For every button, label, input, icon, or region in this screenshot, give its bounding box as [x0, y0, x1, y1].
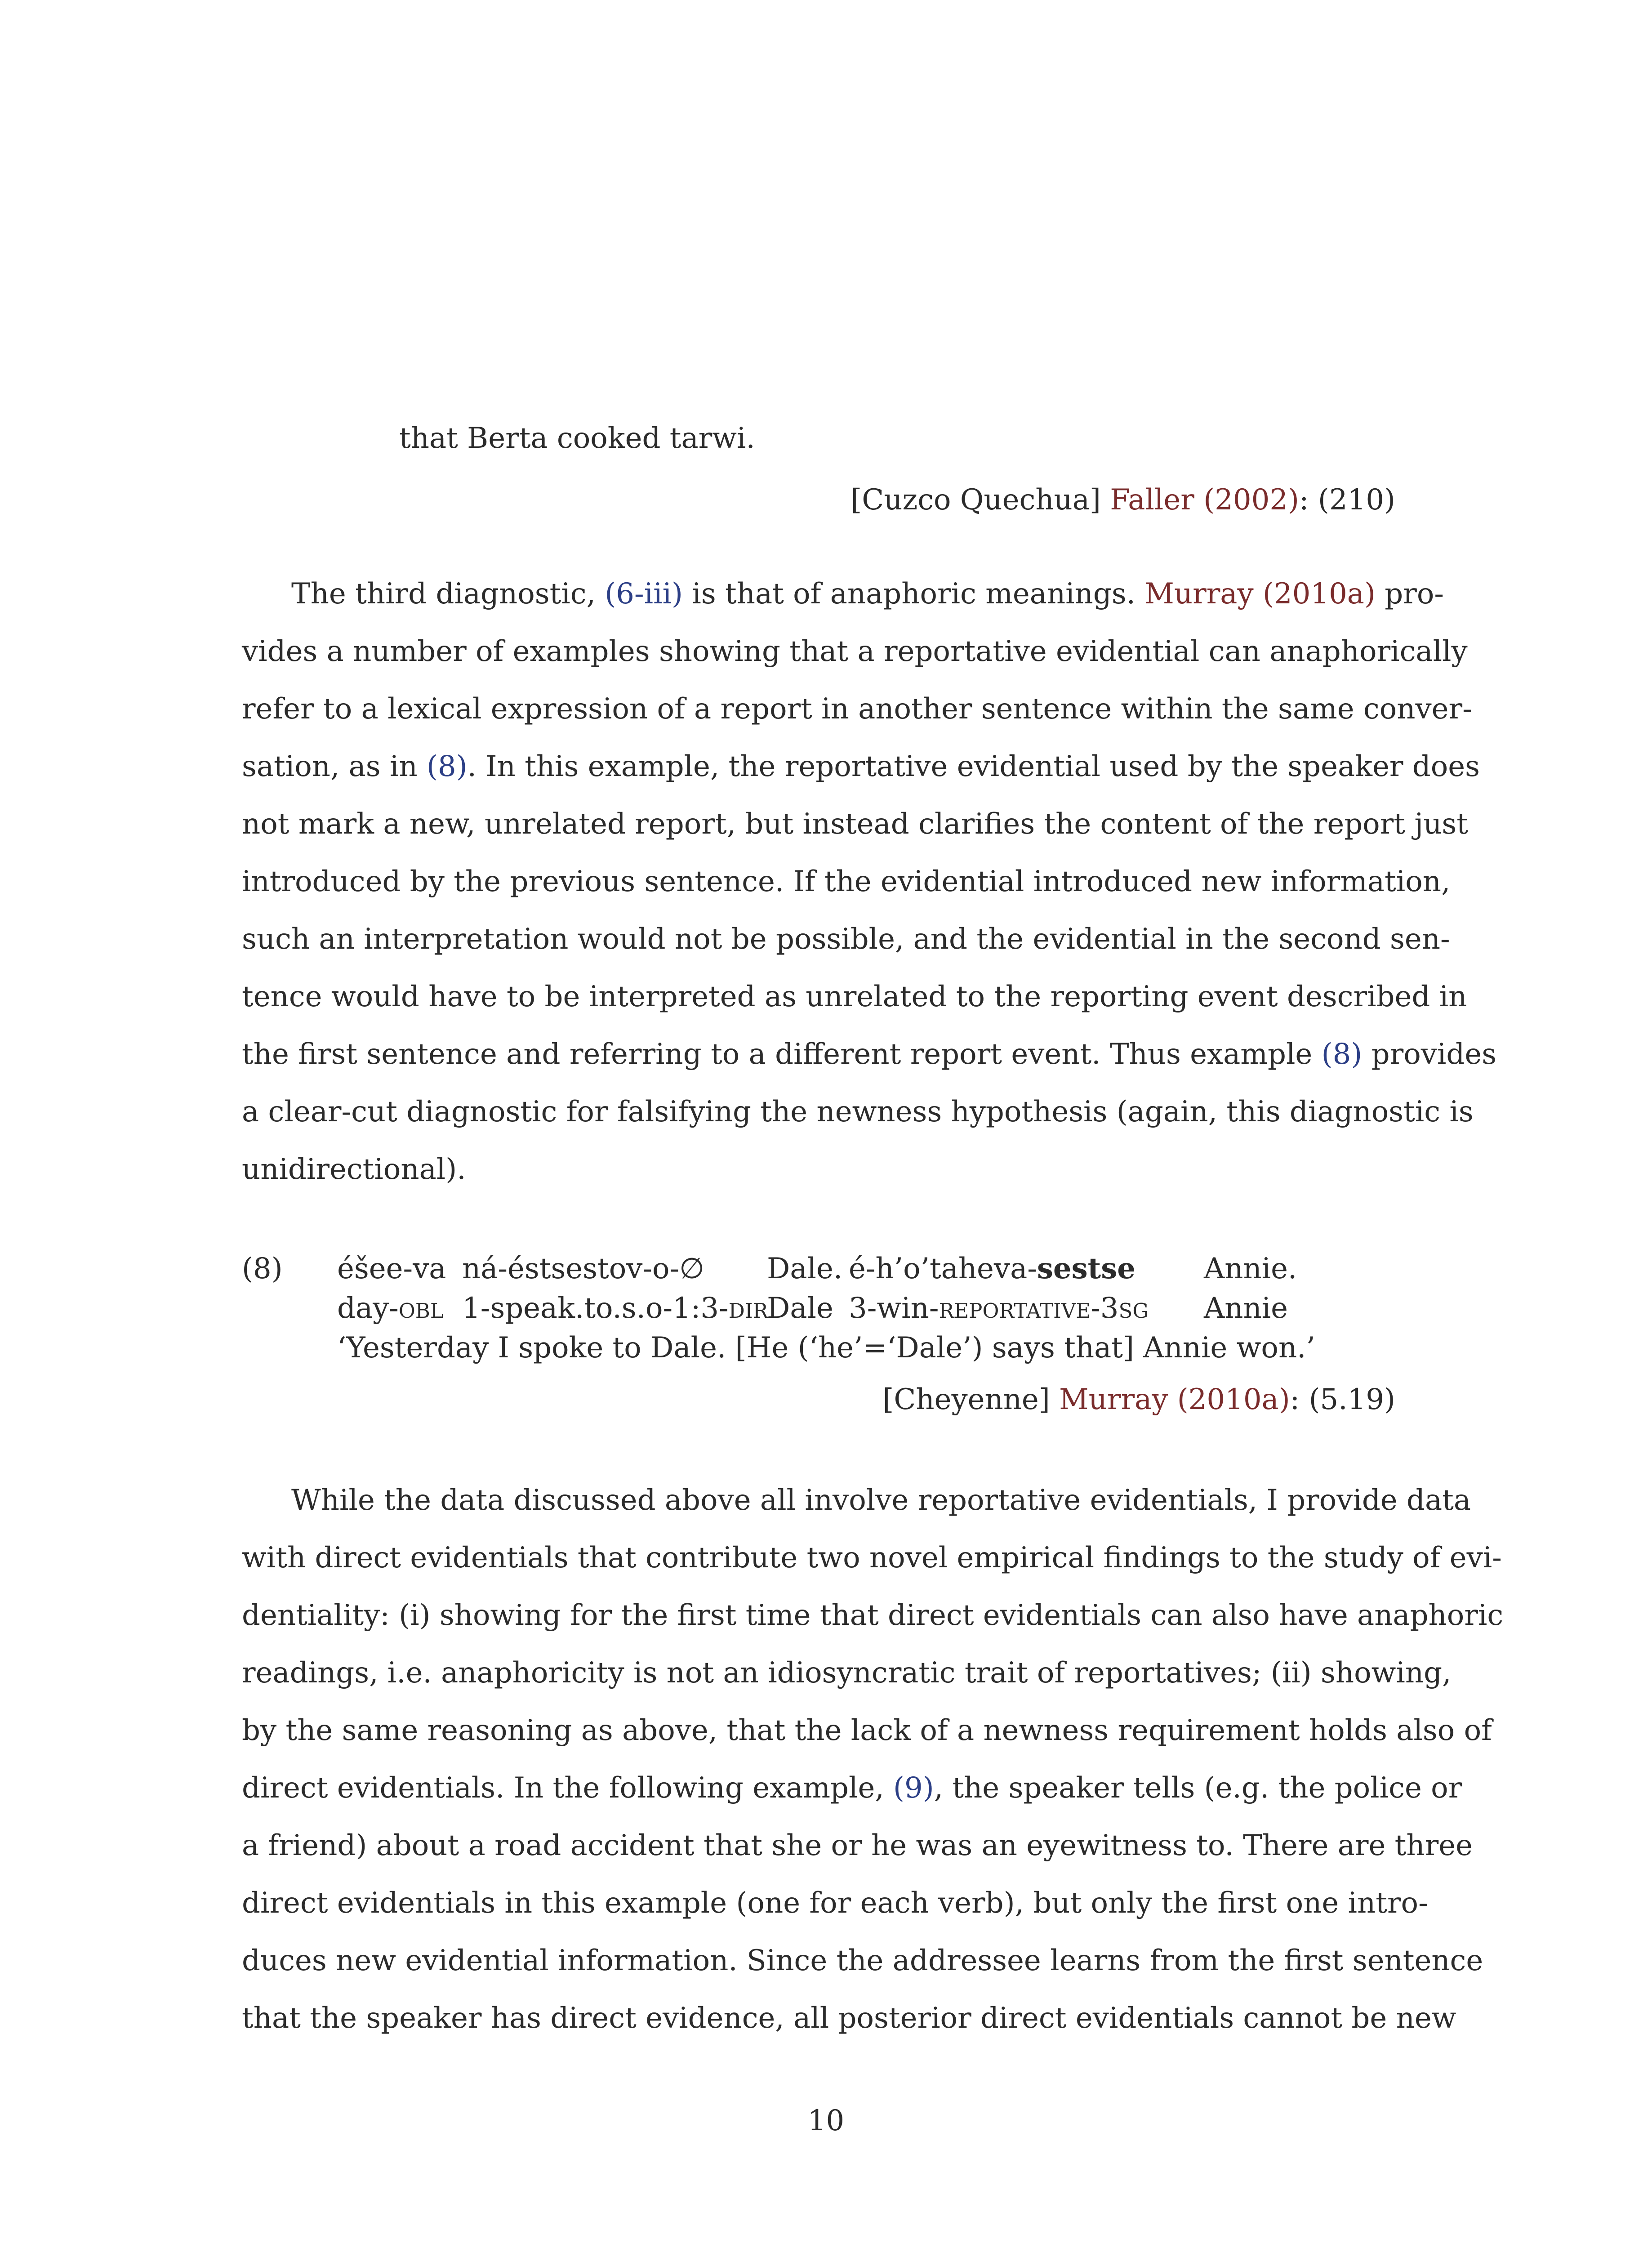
gloss-item: Annie [1204, 1292, 1288, 1325]
paragraph-line: While the data discussed above all involve reportative evidentials, I provide data [291, 1484, 1471, 1517]
paragraph-line: refer to a lexical expression of a report in another sentence within the same conver- [242, 692, 1472, 726]
page-number: 10 [807, 2104, 845, 2137]
gloss-item: day-obl [337, 1292, 444, 1325]
ref-link-example-8[interactable]: (8) [427, 750, 468, 783]
source-example-number: : (5.19) [1290, 1383, 1395, 1416]
example-translation: ‘Yesterday I spoke to Dale. [He (‘he’=‘Dale’) says that] Annie won.’ [337, 1331, 1315, 1365]
example-continuation-line: that Berta cooked tarwi. [399, 422, 755, 455]
paragraph-line: the first sentence and referring to a different report event. Thus example (8) provides [242, 1038, 1497, 1071]
gloss-item: 3-win-reportative-3sg [849, 1292, 1149, 1325]
ref-link-6-iii[interactable]: (6-iii) [605, 577, 683, 611]
gloss-item: 1-speak.to.s.o-1:3-dir [462, 1292, 768, 1325]
example-8-block [242, 1249, 1395, 1384]
source-example-number: : (210) [1299, 483, 1395, 517]
paragraph-line: that the speaker has direct evidence, all posterior direct evidentials cannot be new [242, 2002, 1456, 2035]
paragraph-line: not mark a new, unrelated report, but instead clarifies the content of the report just [242, 807, 1468, 841]
paragraph-line: a clear-cut diagnostic for falsifying the newness hypothesis (again, this diagnostic is [242, 1095, 1474, 1128]
paragraph-line: vides a number of examples showing that a reportative evidential can anaphorically [242, 635, 1468, 668]
paragraph-line: direct evidentials. In the following example, (9), the speaker tells (e.g. the police or [242, 1771, 1462, 1805]
example-word: ná-éstsestov-o-∅ [462, 1252, 704, 1285]
paragraph-line: a friend) about a road accident that she or he was an eyewitness to. There are three [242, 1829, 1473, 1862]
citation-link-murray-2010a[interactable]: Murray (2010a) [1059, 1383, 1290, 1416]
citation-link-murray-2010a[interactable]: Murray (2010a) [1144, 577, 1376, 611]
example-word-bold-morpheme: sestse [1037, 1252, 1135, 1285]
paragraph-line: with direct evidentials that contribute two novel empirical findings to the study of evi- [242, 1541, 1502, 1574]
paragraph-line: sation, as in (8). In this example, the reportative evidential used by the speaker does [242, 750, 1480, 783]
example-source-citation [850, 480, 1395, 520]
example-word: Annie. [1204, 1252, 1297, 1285]
ref-link-example-8[interactable]: (8) [1321, 1038, 1363, 1071]
citation-link-faller-2002[interactable]: Faller (2002) [1110, 483, 1299, 517]
paragraph-direct-evidentials [242, 1472, 1504, 2047]
example-8-source-citation [882, 1379, 1395, 1420]
paragraph-anaphoric-diagnostic [242, 565, 1497, 1198]
source-language: [Cheyenne] [882, 1383, 1050, 1416]
example-word: é-h’o’taheva-sestse [849, 1252, 1135, 1285]
paragraph-line: readings, i.e. anaphoricity is not an idiosyncratic trait of reportatives; (ii) showing, [242, 1656, 1452, 1690]
paragraph-line: dentiality: (i) showing for the first time that direct evidentials can also have anaphoric [242, 1599, 1504, 1632]
paragraph-line: by the same reasoning as above, that the lack of a newness requirement holds also of [242, 1714, 1492, 1747]
example-number: (8) [242, 1252, 283, 1285]
source-language: [Cuzco Quechua] [850, 483, 1101, 517]
paragraph-line: The third diagnostic, (6-iii) is that of anaphoric meanings. Murray (2010a) pro- [291, 577, 1444, 611]
example-word: éšee-va [337, 1252, 446, 1285]
paragraph-line: unidirectional). [242, 1153, 466, 1186]
example-word: Dale. [767, 1252, 843, 1285]
ref-link-example-9[interactable]: (9) [893, 1771, 934, 1805]
paragraph-line: direct evidentials in this example (one for each verb), but only the first one intro- [242, 1887, 1428, 1920]
gloss-item: Dale [767, 1292, 833, 1325]
paragraph-line: duces new evidential information. Since the addressee learns from the first sentence [242, 1944, 1483, 1977]
paragraph-line: such an interpretation would not be possible, and the evidential in the second sen- [242, 923, 1450, 956]
paragraph-line: introduced by the previous sentence. If the evidential introduced new information, [242, 865, 1451, 898]
paragraph-line: tence would have to be interpreted as unrelated to the reporting event described in [242, 980, 1467, 1013]
